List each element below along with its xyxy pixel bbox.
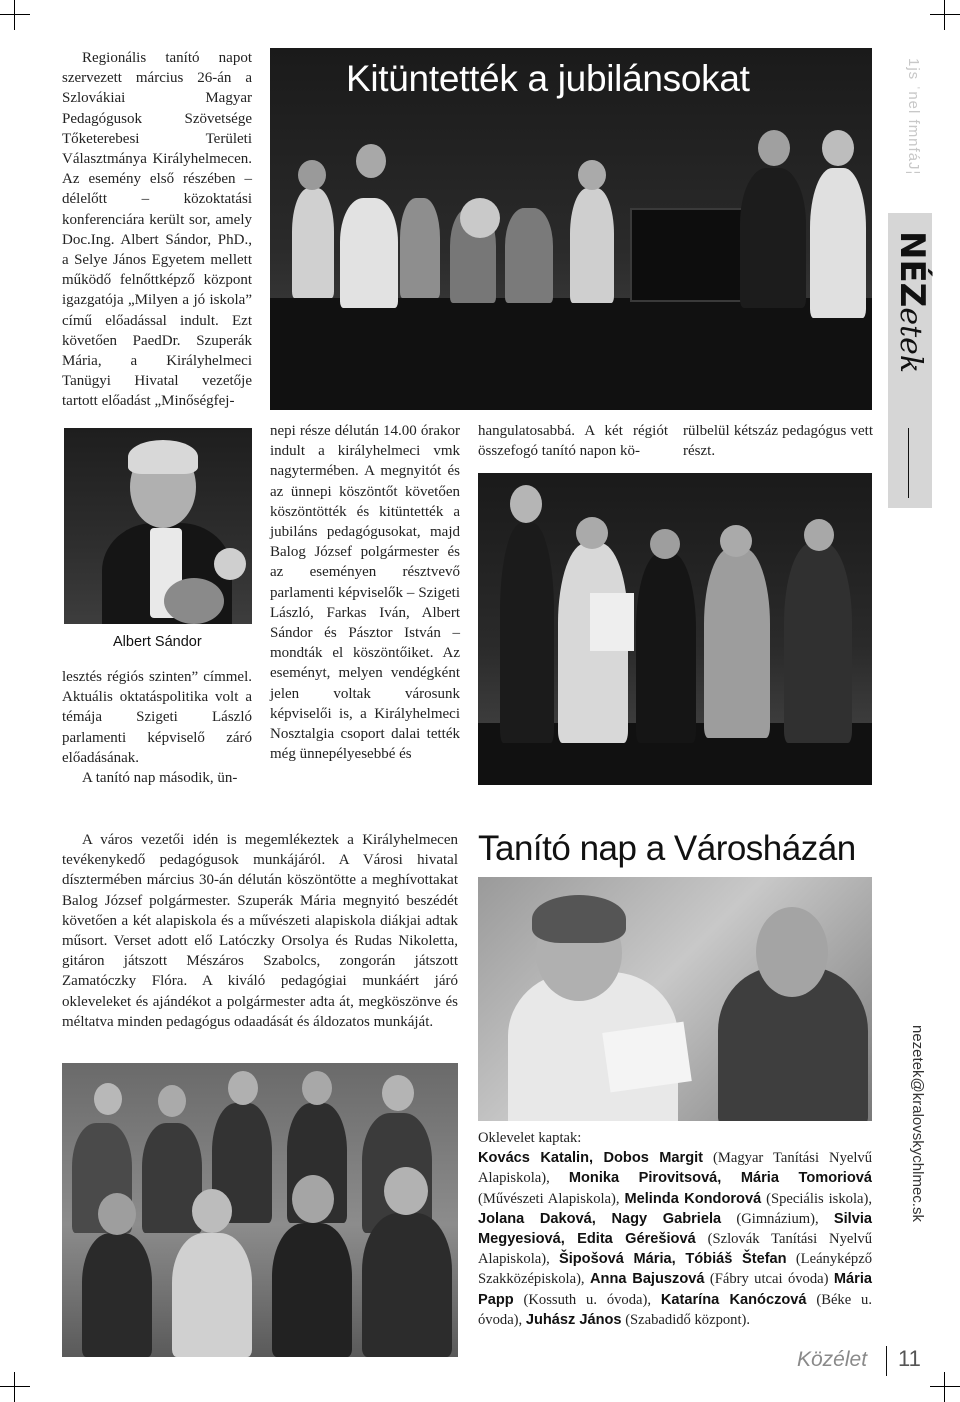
logo-underline bbox=[908, 428, 909, 498]
albert-sandor-caption: Albert Sándor bbox=[113, 634, 202, 650]
award-school: (Szlovák Tanítási Nyelvű Alapiskola), bbox=[478, 1231, 872, 1268]
honorees-photo bbox=[478, 473, 872, 785]
award-school: (Gimnázium), bbox=[721, 1210, 834, 1227]
left-article-intro bbox=[62, 48, 252, 412]
award-names: Silvia Megyesiová, Edita Gérešiová bbox=[478, 1210, 872, 1248]
sidebar-mirrored-text: 1js ˈnel fmnfáJ¦ bbox=[905, 58, 922, 176]
nezetek-logo-tab bbox=[888, 213, 932, 508]
award-school: (Leányképző Szakközépiskola), bbox=[478, 1251, 872, 1288]
audience-photo bbox=[62, 1063, 458, 1357]
bottom-article-body: A város vezetői idén is megemlékeztek a Királyhelmecen tevékenykedő pedagógusok munkájáról. A Városi hivatal dísztermében március 30-án délután köszöntötte a meghívottakat Balog József polgármester. Szuperák Mária megnyitó beszédét követően a két alapiskola és a művészeti alapiskola diákjai adtak műsort. Verset adott elő Latóczky Orsolya és Rudas Nikoletta, gitáron játszott Mészáros Szabolcs, zongorán játszott Zamatóczky Flóra. A kiváló pedagógiai munkáért járó okleveleket és ajándékot a polgármester adta át, megköszönve és méltatva minden pedagógus odaadását és áldozatos munkáját. bbox=[62, 832, 458, 1030]
nezetek-logo-text bbox=[892, 231, 932, 373]
albert-sandor-photo bbox=[64, 428, 252, 624]
awards-paragraph bbox=[478, 1148, 872, 1330]
award-school: (Fábry utcai óvoda) bbox=[704, 1271, 834, 1288]
awards-list bbox=[478, 1128, 872, 1330]
logo-upper: NÉZ bbox=[892, 231, 932, 308]
certificate-handover-photo bbox=[478, 877, 872, 1121]
top-article-col3: rülbelül kétszáz pedagógus vett részt. bbox=[683, 423, 873, 460]
crop-mark-bottom-left bbox=[0, 1372, 30, 1402]
award-school: (Kossuth u. óvoda), bbox=[513, 1291, 661, 1308]
award-names: Jolana Daková, Nagy Gabriela bbox=[478, 1210, 722, 1227]
award-names: Anna Bajuszová bbox=[589, 1271, 705, 1288]
crop-mark-top-right bbox=[930, 0, 960, 30]
award-school: (Művészeti Alapiskola), bbox=[478, 1190, 625, 1207]
award-names: Kovács Katalin, Dobos Margit bbox=[478, 1150, 704, 1167]
top-article-col2: hangulatosabbá. A két régiót összefogó tanító napon kö- bbox=[478, 423, 668, 460]
left-article-para1: Regionális tanító napot szervezett március 26-án a Szlovákiai Magyar Pedagógusok Szövetsége Tőketerebesi Területi Választmánya Királyhelmecen. Az esemény első részében – délelőtt – közoktatási konferenciára került sor, amely Doc.Ing. Albert Sándor, PhD., a Selye János Egyetem mellett működő felnőttképző központ igazgatója „Milyen a jó iskola” című előadással indult. Ezt követően PaedDr. Szuperák Mária, a Királyhelmeci Tanügyi Hivatal vezetője tartott előadást „Minőségfej- bbox=[62, 50, 252, 410]
award-names: Melinda Kondorová bbox=[624, 1190, 762, 1207]
award-school: (Speciális iskola), bbox=[761, 1190, 872, 1207]
logo-script: etek bbox=[893, 307, 928, 374]
top-article-title: Kitüntették a jubilánsokat bbox=[346, 58, 750, 99]
footer-section: Közélet bbox=[797, 1348, 868, 1371]
award-names: Mária Papp bbox=[478, 1271, 872, 1308]
left-article-para2: lesztés régiós szinten” címmel. Aktuális oktatáspolitika volt a témája Szigeti László parlamenti képviselő záró előadásának. bbox=[62, 669, 252, 766]
page-number: 11 bbox=[898, 1346, 921, 1371]
award-names: Monika Pirovitsová, Mária Tomoriová bbox=[568, 1170, 872, 1187]
footer-divider bbox=[886, 1346, 887, 1376]
award-names: Juhász János bbox=[525, 1311, 622, 1328]
top-article-col1: nepi része délután 14.00 órakor indult a királyhelmeci vmk nagytermében. A megnyitót és az ünnepi köszöntőt követően köszöntötték és kitüntették a jubiláns pedagógusokat, majd Balog József polgármester és az eseményen résztvevő parlamenti képviselők – Szigeti László, Farkas Iván, Albert Sándor és Pásztor István – mondták el köszöntőiket. Az eseményt, melyen vendégként jelen voltak városunk képviselői is, a Királyhelmeci Nosztalgia csoport dalai tették még ünnepélyesebbé és bbox=[270, 423, 460, 763]
left-article-para3: A tanító nap második, ün- bbox=[82, 770, 238, 787]
bottom-article-title: Tanító nap a Városházán bbox=[478, 829, 856, 868]
crop-mark-bottom-right bbox=[930, 1372, 960, 1402]
award-names: Katarína Kanóczová bbox=[660, 1291, 807, 1308]
award-school: (Szabadidő központ). bbox=[621, 1311, 751, 1328]
crop-mark-top-left bbox=[0, 0, 30, 30]
award-names: Šipošová Mária, Tóbiáš Štefan bbox=[558, 1251, 787, 1268]
jubilee-stage-photo bbox=[270, 48, 872, 410]
left-article-continued bbox=[62, 667, 252, 788]
email-contact[interactable]: nezetek@kralovskychlmec.sk bbox=[909, 1025, 926, 1222]
award-school: (Magyar Tanítási Nyelvű Alapiskola), bbox=[478, 1150, 872, 1187]
award-school: (Béke u. óvoda), bbox=[478, 1291, 872, 1328]
awards-intro: Oklevelet kaptak: bbox=[478, 1130, 582, 1146]
